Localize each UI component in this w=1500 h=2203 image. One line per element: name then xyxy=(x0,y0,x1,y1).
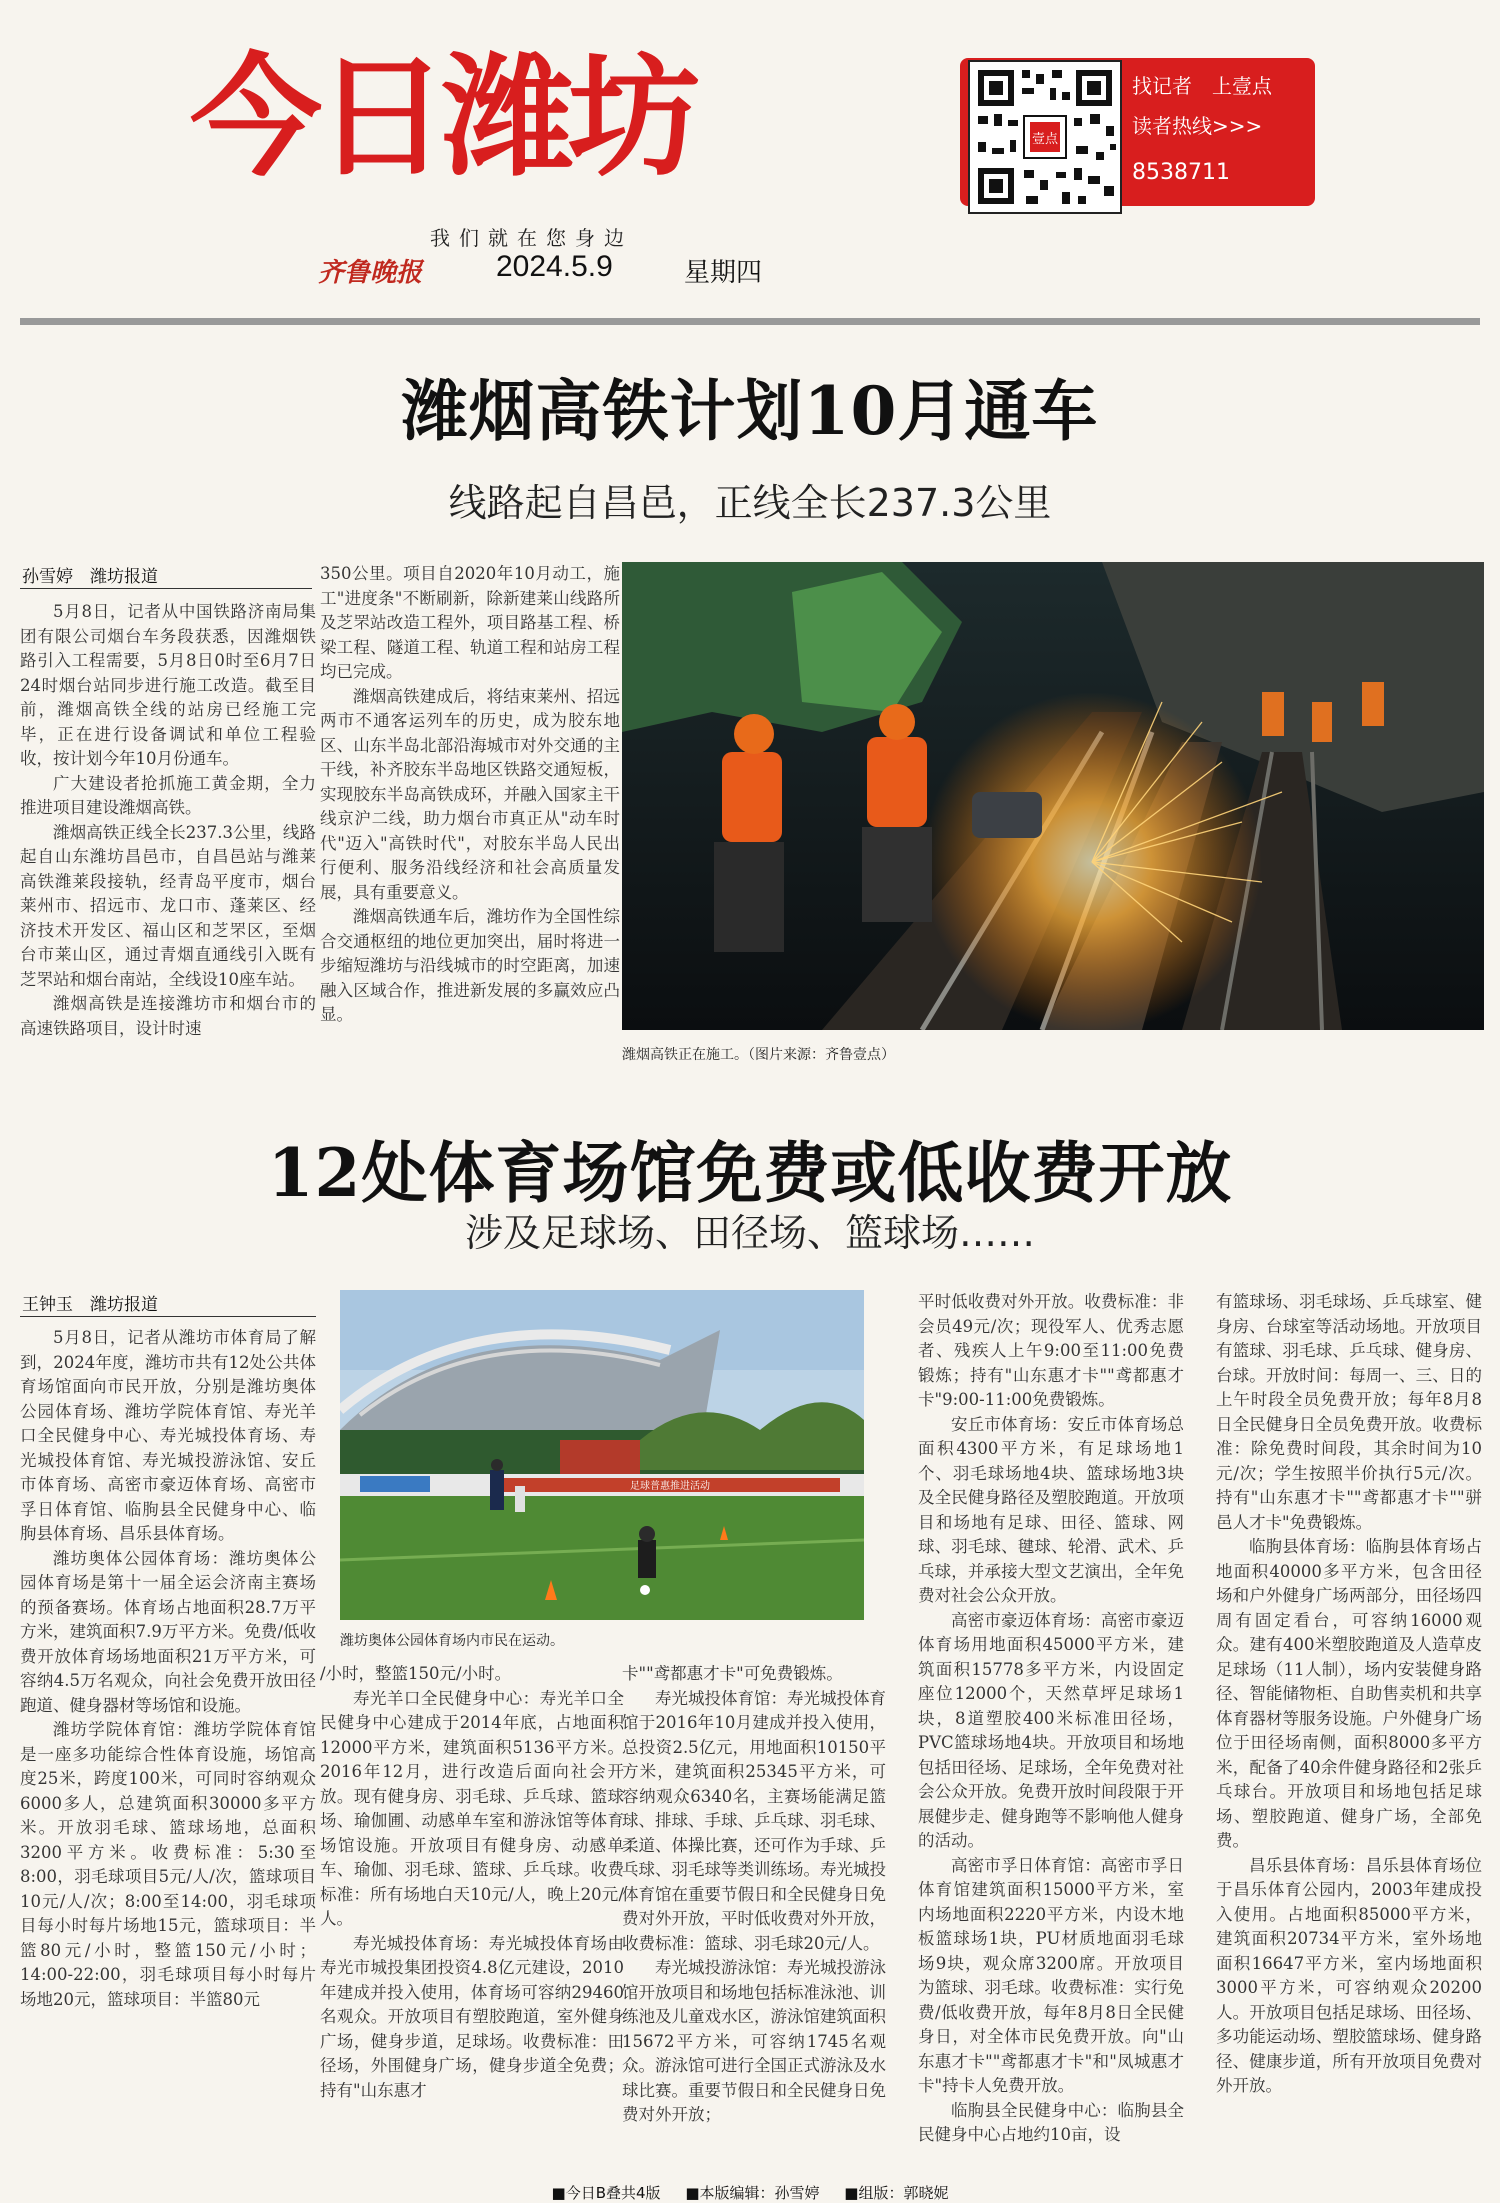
page-footer xyxy=(0,2182,1500,2203)
paragraph: 寿光城投体育馆：寿光城投体育馆于2016年10月建成并投入使用，总投资2.5亿元，用地面积10150平方米，建筑面积25345平方米，可容纳观众6340名，主赛场能满足篮球、排球、手球、乒乓球、羽毛球、柔道、体操比赛，还可作为手球、乒乓球、羽毛球等类训练场。寿光城投体育馆在重要节假日和全民健身日免费对外开放，平时低收费对外开放，收费标准：篮球、羽毛球20元/人。 xyxy=(622,1688,886,1953)
paragraph: 临朐县体育场：临朐县体育场占地面积40000多平方米，包含田径场和户外健身广场两部分，田径场四周有固定看台，可容纳16000观众。建有400米塑胶跑道及人造草皮足球场（11人制），场内安装健身路径、智能储物柜、自助售卖机和共享体育器材等服务设施。户外健身广场位于田径场南侧，面积8000多平方米，配备了40余件健身路径和2张乒乓球台。开放项目和场地包括足球场、塑胶跑道、健身广场，全部免费。 xyxy=(1216,1537,1482,1850)
qr-code-icon[interactable] xyxy=(968,60,1122,214)
article2-column-3 xyxy=(622,1662,886,2174)
footer-editor: ■本版编辑：孙雪婷 xyxy=(685,2184,820,2202)
qr-center-label: 壹点 xyxy=(1031,132,1059,147)
paragraph: 潍烟高铁正线全长237.3公里，线路起自山东潍坊昌邑市，自昌邑站与潍莱高铁潍莱段接轨，经青岛平度市，烟台莱州市、招远市、龙口市、蓬莱区、经济技术开发区、福山区和芝罘区，至烟台市莱山区，通过青烟直通线引入既有芝罘站和烟台南站，全线设10座车站。 xyxy=(20,822,316,989)
byline-rule xyxy=(20,1316,316,1317)
paragraph: 昌乐县体育场：昌乐县体育场位于昌乐体育公园内，2003年建成投入使用。占地面积85000平方米，建筑面积20734平方米，室外场地面积16647平方米，室内场地面积3000平方米，可容纳观众20200人。开放项目包括足球场、田径场、多功能运动场、塑胶篮球场、健身路径、健康步道，所有开放项目免费对外开放。 xyxy=(1216,1855,1482,2095)
article2-column-2 xyxy=(320,1662,624,2174)
stadium-banner-text: 足球普惠推进活动 xyxy=(630,1481,710,1492)
paragraph: 平时低收费对外开放。收费标准：非会员49元/次；现役军人、优秀志愿者、残疾人上午9:00至11:00免费锻炼；持有"山东惠才卡""鸢都惠才卡"9:00-11:00免费锻炼。 xyxy=(918,1292,1184,1409)
article2-column-4 xyxy=(918,1290,1184,2174)
paragraph: 有篮球场、羽毛球场、乒乓球室、健身房、台球室等活动场地。开放项目有篮球、羽毛球、乒乓球、健身房、台球。开放时间：每周一、三、日的上午时段全员免费开放；每年8月8日全民健身日全员免费开放。收费标准：除免费时间段，其余时间为10元/次；学生按照半价执行5元/次。持有"山东惠才卡""鸢都惠才卡""骈邑人才卡"免费锻炼。 xyxy=(1216,1292,1482,1532)
article1-byline: 孙雪婷 潍坊报道 xyxy=(22,567,158,587)
byline-rule xyxy=(20,588,312,589)
stadium-photo xyxy=(340,1290,864,1620)
paragraph: 高密市孚日体育馆：高密市孚日体育馆建筑面积15000平方米，室内场地面积2220平方米，内设木地板篮球场1块，PU材质地面羽毛球场9块，观众席3200席。开放项目为篮球、羽毛球。收费标准：实行免费/低收费开放，每年8月8日全民健身日，对全体市民免费开放。向"山东惠才卡""鸢都惠才卡"和"凤城惠才卡"持卡人免费开放。 xyxy=(918,1855,1184,2095)
slogan: 我们就在您身边 xyxy=(430,226,633,250)
article1-column-2 xyxy=(320,562,620,1080)
paragraph: /小时，整篮150元/小时。 xyxy=(320,1664,512,1683)
railway-construction-photo xyxy=(622,562,1484,1030)
paragraph: 潍烟高铁建成后，将结束莱州、招远两市不通客运列车的历史，成为胶东地区、山东半岛北部沿海城市对外交通的主干线，补齐胶东半岛地区铁路交通短板，实现胶东半岛高铁成环，并融入国家主干线京沪二线，助力烟台市真正从"动车时代"迈入"高铁时代"，对胶东半岛人民出行便利、服务沿线经济和社会高质量发展，具有重要意义。 xyxy=(320,686,620,902)
article2-title: 12处体育场馆免费或低收费开放 xyxy=(267,1134,1233,1212)
brand-name: 齐鲁晚报 xyxy=(318,258,423,288)
paragraph: 350公里。项目自2020年10月动工，施工"进度条"不断刷新，除新建莱山线路所及芝罘站改造工程外，项目路基工程、桥梁工程、隧道工程、轨道工程和站房工程均已完成。 xyxy=(320,564,620,681)
paragraph: 潍坊奥体公园体育场：潍坊奥体公园体育场是第十一届全运会济南主赛场的预备赛场。体育场占地面积28.7万平方米，建筑面积7.9万平方米。免费/低收费开放体育场场地面积21万平方米，可容纳4.5万名观众，向社会免费开放田径跑道、健身器材等场馆和设施。 xyxy=(20,1548,316,1715)
paragraph: 5月8日，记者从中国铁路济南局集团有限公司烟台车务段获悉，因潍烟铁路引入工程需要，5月8日0时至6月7日24时烟台站同步进行施工改造。截至目前，潍烟高铁全线的站房已经施工完毕，正在进行设备调试和单位工程验收，按计划今年10月份通车。 xyxy=(20,602,316,768)
paragraph: 潍烟高铁是连接潍坊市和烟台市的高速铁路项目，设计时速 xyxy=(20,994,316,1038)
paragraph: 寿光城投体育场：寿光城投体育场由寿光市城投集团投资4.8亿元建设，2010年建成并投入使用，体育场可容纳29460名观众。开放项目有塑胶跑道，室外健身广场，健身步道，足球场。收费标准：田径场，外围健身广场，健身步道全免费；持有"山东惠才 xyxy=(320,1933,624,2100)
issue-weekday: 星期四 xyxy=(684,258,763,288)
footer-pages: ■今日B叠共4版 xyxy=(551,2184,661,2202)
article2-photo-caption: 潍坊奥体公园体育场内市民在运动。 xyxy=(340,1633,564,1649)
paragraph: 广大建设者抢抓施工黄金期，全力推进项目建设潍烟高铁。 xyxy=(20,773,316,817)
article1-title: 潍烟高铁计划10月通车 xyxy=(401,372,1099,450)
paragraph: 5月8日，记者从潍坊市体育局了解到，2024年度，潍坊市共有12处公共体育场馆面向市民开放，分别是潍坊奥体公园体育场、潍坊学院体育馆、寿光羊口全民健身中心、寿光城投体育场、寿光城投体育馆、寿光城投游泳馆、安丘市体育场、高密市豪迈体育场、高密市孚日体育馆、临朐县全民健身中心、临朐县体育场、昌乐县体育场。 xyxy=(20,1328,316,1543)
paragraph: 寿光城投游泳馆：寿光城投游泳馆开放项目和场地包括标准泳池、训练池及儿童戏水区，游泳馆建筑面积15672平方米，可容纳1745名观众。游泳馆可进行全国正式游泳及水球比赛。重要节假日和全民健身日免费对外开放； xyxy=(622,1958,886,2124)
article1-column-1 xyxy=(20,600,316,1080)
hotline-label: 读者热线>>> xyxy=(1132,114,1263,138)
issue-date: 2024.5.9 xyxy=(496,250,613,283)
paragraph: 卡""鸢都惠才卡"可免费锻炼。 xyxy=(622,1664,843,1683)
paragraph: 临朐县全民健身中心：临朐县全民健身中心占地约10亩，设 xyxy=(918,2100,1184,2144)
paragraph: 高密市豪迈体育场：高密市豪迈体育场用地面积45000平方米，建筑面积15778多平方米，内设固定座位12000个，天然草坪足球场1块，8道塑胶400米标准田径场，PVC篮球场地4块。开放项目和场地包括田径场、足球场，全年免费对社会公众开放。免费开放时间段限于开展健步走、健身跑等不影响他人健身的活动。 xyxy=(918,1610,1184,1850)
article1-photo-caption: 潍烟高铁正在施工。（图片来源：齐鲁壹点） xyxy=(622,1047,895,1063)
paragraph: 潍坊学院体育馆：潍坊学院体育馆是一座多功能综合性体育设施，场馆高度25米，跨度100米，可同时容纳观众6000多人，总建筑面积30000多平方米。开放羽毛球、篮球场地，总面积3200平方米。收费标准：5:30至8:00，羽毛球项目5元/人/次，篮球项目10元/人/次；8:00至14:00，羽毛球项目每小时每片场地15元，篮球项目：半篮80元/小时，整篮150元/小时；14:00-22:00，羽毛球项目每小时每片场地20元，篮球项目：半篮80元 xyxy=(20,1720,316,2009)
paragraph: 寿光羊口全民健身中心：寿光羊口全民健身中心建成于2014年底，占地面积12000平方米，建筑面积5136平方米。2016年12月，进行改造后面向社会开放。现有健身房、羽毛球、乒乓球、篮球场、瑜伽圃、动感单车室和游泳馆等体育场馆设施。开放项目有健身房、动感单车、瑜伽、羽毛球、篮球、乒乓球。收费标准：所有场地白天10元/人，晚上20元/人。 xyxy=(320,1688,624,1928)
paragraph: 潍烟高铁通车后，潍坊作为全国性综合交通枢纽的地位更加突出，届时将进一步缩短潍坊与沿线城市的时空距离，加速融入区域合作，推进新发展的多赢效应凸显。 xyxy=(320,907,620,1024)
article2-byline: 王钟玉 潍坊报道 xyxy=(22,1295,158,1315)
article2-column-5 xyxy=(1216,1290,1482,2174)
hotline-number: 8538711 xyxy=(1132,160,1230,185)
masthead-rule xyxy=(20,318,1480,325)
paragraph: 安丘市体育场：安丘市体育场总面积4300平方米，有足球场地1个、羽毛球场地4块、篮球场地3块及全民健身路径及塑胶跑道。开放项目和场地有足球、田径、篮球、网球、羽毛球、毽球、轮滑、武术、乒乓球，并承接大型文艺演出，全年免费对社会公众开放。 xyxy=(918,1414,1184,1605)
article2-column-1 xyxy=(20,1326,316,2174)
article2-subtitle: 涉及足球场、田径场、篮球场…… xyxy=(464,1211,1035,1255)
newspaper-logo: 今日潍坊 xyxy=(190,41,694,195)
footer-layout: ■组版：郭晓妮 xyxy=(844,2184,949,2202)
article1-subtitle: 线路起自昌邑，正线全长237.3公里 xyxy=(448,481,1052,525)
hotline-slogan: 找记者 上壹点 xyxy=(1132,74,1272,98)
